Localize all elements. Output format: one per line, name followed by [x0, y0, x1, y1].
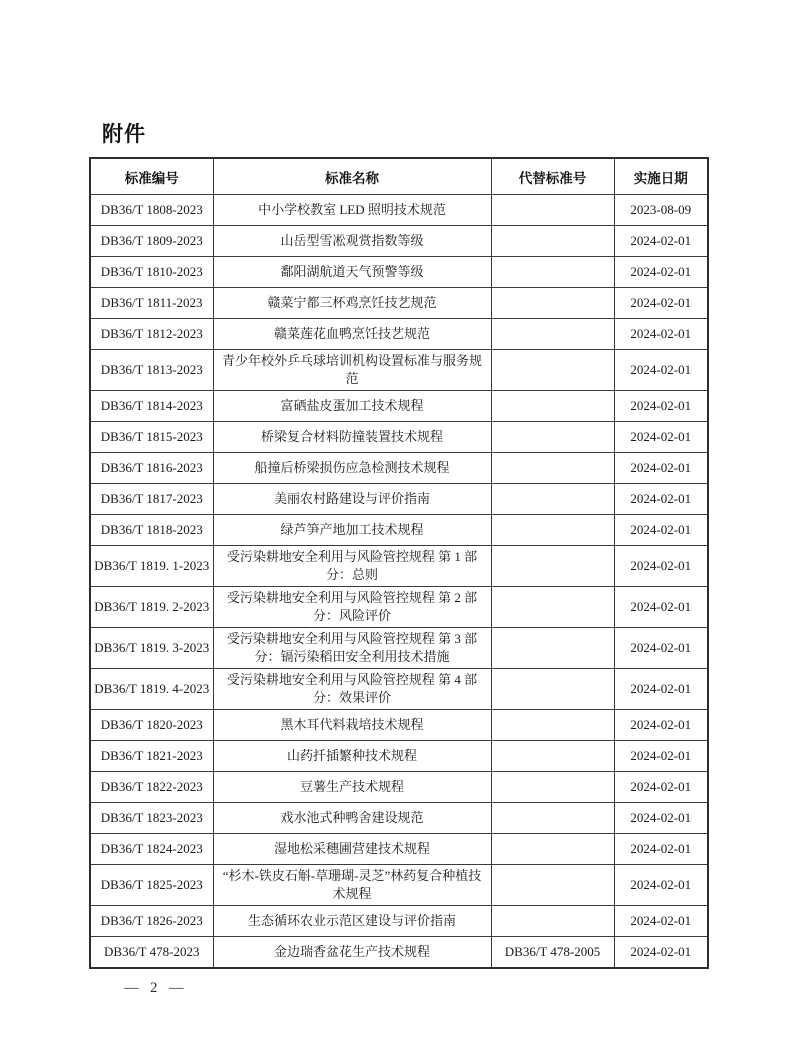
cell-code: DB36/T 1811-2023: [90, 288, 213, 319]
cell-date: 2023-08-09: [614, 195, 708, 226]
cell-code: DB36/T 1819. 1-2023: [90, 546, 213, 587]
table-row: [90, 515, 708, 546]
header-cell-date: 实施日期: [614, 158, 708, 195]
cell-date: 2024-02-01: [614, 741, 708, 772]
cell-code: DB36/T 1820-2023: [90, 710, 213, 741]
cell-name: “杉木-铁皮石斛-草珊瑚-灵芝”林药复合种植技术规程: [213, 865, 491, 906]
table-row: [90, 288, 708, 319]
cell-date: 2024-02-01: [614, 350, 708, 391]
cell-date: 2024-02-01: [614, 628, 708, 669]
cell-code: DB36/T 1808-2023: [90, 195, 213, 226]
table-header-row: [90, 158, 708, 195]
cell-name: 美丽农村路建设与评价指南: [213, 484, 491, 515]
cell-name: 金边瑞香盆花生产技术规程: [213, 937, 491, 969]
cell-code: DB36/T 1817-2023: [90, 484, 213, 515]
standards-table-body: [90, 195, 708, 969]
table-row: [90, 587, 708, 628]
cell-date: 2024-02-01: [614, 803, 708, 834]
cell-name: 船撞后桥梁损伤应急检测技术规程: [213, 453, 491, 484]
standards-table: [89, 157, 709, 969]
header-cell-code: 标准编号: [90, 158, 213, 195]
cell-date: 2024-02-01: [614, 710, 708, 741]
table-row: [90, 710, 708, 741]
cell-code: DB36/T 1824-2023: [90, 834, 213, 865]
cell-name: 受污染耕地安全利用与风险管控规程 第 1 部分：总则: [213, 546, 491, 587]
cell-code: DB36/T 1826-2023: [90, 906, 213, 937]
cell-code: DB36/T 1823-2023: [90, 803, 213, 834]
cell-code: DB36/T 1816-2023: [90, 453, 213, 484]
table-row: [90, 226, 708, 257]
cell-name: 绿芦笋产地加工技术规程: [213, 515, 491, 546]
cell-date: 2024-02-01: [614, 937, 708, 969]
cell-replaces: [491, 422, 614, 453]
table-row: [90, 834, 708, 865]
cell-code: DB36/T 1822-2023: [90, 772, 213, 803]
cell-name: 戏水池式种鸭舍建设规范: [213, 803, 491, 834]
cell-replaces: [491, 669, 614, 710]
table-row: [90, 257, 708, 288]
cell-replaces: [491, 865, 614, 906]
header-cell-replaces: 代替标准号: [491, 158, 614, 195]
cell-date: 2024-02-01: [614, 772, 708, 803]
cell-date: 2024-02-01: [614, 319, 708, 350]
cell-name: 山药扦插繁种技术规程: [213, 741, 491, 772]
table-row: [90, 937, 708, 969]
table-row: [90, 628, 708, 669]
cell-replaces: [491, 628, 614, 669]
cell-code: DB36/T 1825-2023: [90, 865, 213, 906]
cell-code: DB36/T 1814-2023: [90, 391, 213, 422]
cell-date: 2024-02-01: [614, 226, 708, 257]
cell-replaces: [491, 546, 614, 587]
cell-date: 2024-02-01: [614, 391, 708, 422]
cell-name: 赣菜莲花血鸭烹饪技艺规范: [213, 319, 491, 350]
cell-replaces: [491, 257, 614, 288]
table-row: [90, 422, 708, 453]
cell-code: DB36/T 1813-2023: [90, 350, 213, 391]
cell-code: DB36/T 1818-2023: [90, 515, 213, 546]
cell-code: DB36/T 1815-2023: [90, 422, 213, 453]
cell-name: 富硒盐皮蛋加工技术规程: [213, 391, 491, 422]
cell-name: 湿地松采穗圃营建技术规程: [213, 834, 491, 865]
cell-replaces: [491, 906, 614, 937]
cell-name: 桥梁复合材料防撞装置技术规程: [213, 422, 491, 453]
cell-replaces: [491, 226, 614, 257]
cell-replaces: [491, 834, 614, 865]
cell-name: 山岳型雪凇观赏指数等级: [213, 226, 491, 257]
table-row: [90, 319, 708, 350]
cell-code: DB36/T 1810-2023: [90, 257, 213, 288]
cell-name: 受污染耕地安全利用与风险管控规程 第 2 部分：风险评价: [213, 587, 491, 628]
cell-replaces: [491, 515, 614, 546]
cell-date: 2024-02-01: [614, 587, 708, 628]
table-row: [90, 350, 708, 391]
cell-date: 2024-02-01: [614, 257, 708, 288]
cell-code: DB36/T 1809-2023: [90, 226, 213, 257]
table-row: [90, 453, 708, 484]
table-row: [90, 391, 708, 422]
cell-replaces: [491, 391, 614, 422]
cell-date: 2024-02-01: [614, 453, 708, 484]
cell-date: 2024-02-01: [614, 546, 708, 587]
cell-name: 赣菜宁都三杯鸡烹饪技艺规范: [213, 288, 491, 319]
cell-name: 豆薯生产技术规程: [213, 772, 491, 803]
cell-name: 中小学校教室 LED 照明技术规范: [213, 195, 491, 226]
cell-replaces: [491, 319, 614, 350]
cell-code: DB36/T 1821-2023: [90, 741, 213, 772]
cell-date: 2024-02-01: [614, 422, 708, 453]
cell-name: 鄱阳湖航道天气预警等级: [213, 257, 491, 288]
cell-date: 2024-02-01: [614, 834, 708, 865]
cell-name: 黑木耳代料栽培技术规程: [213, 710, 491, 741]
table-row: [90, 803, 708, 834]
cell-date: 2024-02-01: [614, 865, 708, 906]
cell-replaces: [491, 484, 614, 515]
cell-date: 2024-02-01: [614, 906, 708, 937]
table-row: [90, 772, 708, 803]
page-number: — 2 —: [124, 980, 188, 996]
cell-name: 生态循环农业示范区建设与评价指南: [213, 906, 491, 937]
cell-date: 2024-02-01: [614, 484, 708, 515]
cell-replaces: [491, 453, 614, 484]
table-row: [90, 906, 708, 937]
cell-replaces: [491, 288, 614, 319]
cell-replaces: [491, 741, 614, 772]
cell-date: 2024-02-01: [614, 669, 708, 710]
cell-code: DB36/T 1819. 2-2023: [90, 587, 213, 628]
table-row: [90, 741, 708, 772]
cell-replaces: [491, 803, 614, 834]
table-row: [90, 546, 708, 587]
cell-code: DB36/T 478-2023: [90, 937, 213, 969]
header-cell-name: 标准名称: [213, 158, 491, 195]
cell-code: DB36/T 1812-2023: [90, 319, 213, 350]
cell-replaces: [491, 587, 614, 628]
cell-name: 受污染耕地安全利用与风险管控规程 第 3 部分：镉污染稻田安全利用技术措施: [213, 628, 491, 669]
attachment-label: 附件: [102, 123, 146, 146]
cell-replaces: DB36/T 478-2005: [491, 937, 614, 969]
table-row: [90, 484, 708, 515]
cell-date: 2024-02-01: [614, 515, 708, 546]
cell-replaces: [491, 195, 614, 226]
cell-code: DB36/T 1819. 4-2023: [90, 669, 213, 710]
table-row: [90, 865, 708, 906]
table-row: [90, 195, 708, 226]
table-row: [90, 669, 708, 710]
cell-replaces: [491, 350, 614, 391]
cell-replaces: [491, 772, 614, 803]
cell-date: 2024-02-01: [614, 288, 708, 319]
cell-replaces: [491, 710, 614, 741]
cell-code: DB36/T 1819. 3-2023: [90, 628, 213, 669]
cell-name: 青少年校外乒乓球培训机构设置标准与服务规范: [213, 350, 491, 391]
cell-name: 受污染耕地安全利用与风险管控规程 第 4 部分：效果评价: [213, 669, 491, 710]
